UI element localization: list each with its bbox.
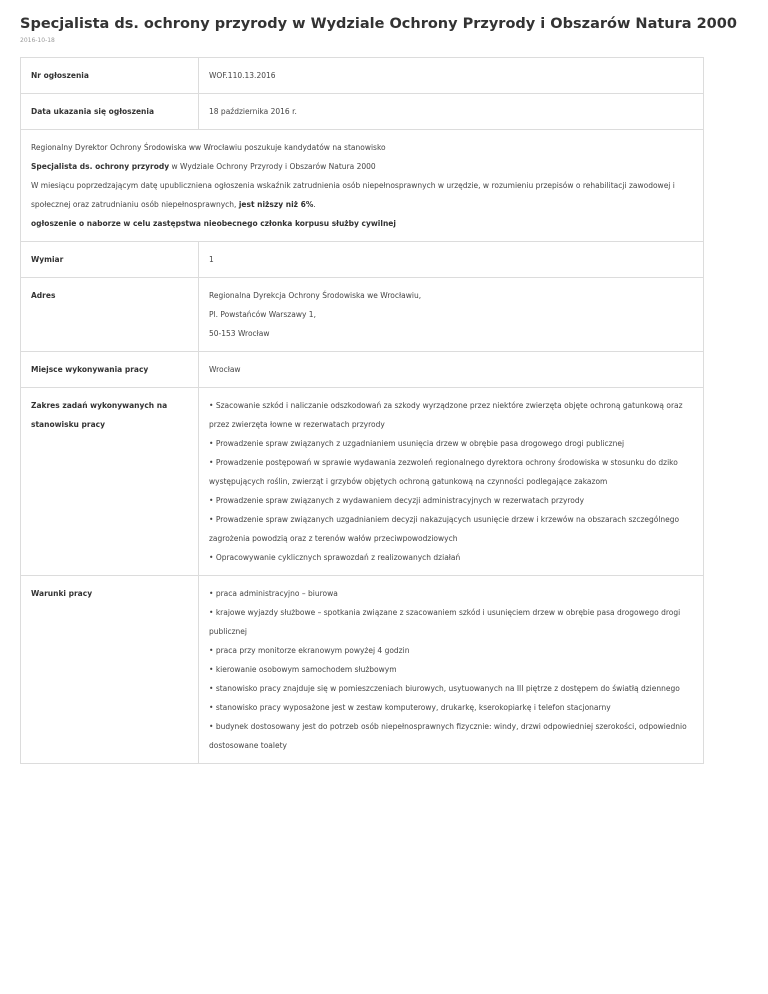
intro-line: Regionalny Dyrektor Ochrony Środowiska ww Wrocławiu poszukuje kandydatów na stanowisko — [31, 143, 386, 152]
zakres-list — [199, 388, 704, 576]
list-item: • Opracowywanie cyklicznych sprawozdań z realizowanych działań — [209, 548, 693, 567]
list-item: • budynek dostosowany jest do potrzeb osób niepełnosprawnych fizycznie: windy, drzwi odpowiedniej szerokości, odpowiednio dostosowane toalety — [209, 717, 693, 755]
table-row — [21, 352, 704, 388]
nr-value: WOF.110.13.2016 — [199, 58, 704, 94]
table-row — [21, 130, 704, 242]
table-row — [21, 58, 704, 94]
position-name: Specjalista ds. ochrony przyrody — [31, 162, 170, 171]
announcement-table — [20, 57, 704, 764]
list-item: • kierowanie osobowym samochodem służbowym — [209, 660, 693, 679]
miejsce-label: Miejsce wykonywania pracy — [21, 352, 199, 388]
miejsce-value: Wrocław — [199, 352, 704, 388]
intro-cell — [21, 130, 704, 242]
page-title: Specjalista ds. ochrony przyrody w Wydziale Ochrony Przyrody i Obszarów Natura 2000 — [20, 16, 737, 32]
intro-notice — [31, 214, 693, 233]
list-item: • Prowadzenie spraw związanych z uzgadnianiem usunięcia drzew w obrębie pasa drogowego drogi publicznej — [209, 434, 693, 453]
list-item: • Prowadzenie postępowań w sprawie wydawania zezwoleń regionalnego dyrektora ochrony środowiska w stosunku do dziko występujących roślin, zwierząt i grzybów objętych ochroną gatunkową na czynności podlegające zakazom — [209, 453, 693, 491]
wymiar-value: 1 — [199, 242, 704, 278]
list-item: • praca przy monitorze ekranowym powyżej 4 godzin — [209, 641, 693, 660]
date-value: 18 października 2016 r. — [199, 94, 704, 130]
table-row — [21, 388, 704, 576]
warunki-list — [199, 576, 704, 764]
adres-value — [199, 278, 704, 352]
position-department: w Wydziale Ochrony Przyrody i Obszarów Natura 2000 — [169, 162, 376, 171]
warunki-label: Warunki pracy — [21, 576, 199, 764]
zakres-label: Zakres zadań wykonywanych na stanowisku pracy — [21, 388, 199, 576]
adres-line: Pl. Powstańców Warszawy 1, — [209, 310, 316, 319]
table-row — [21, 242, 704, 278]
table-row — [21, 576, 704, 764]
intro-indicator — [31, 176, 693, 214]
nr-label: Nr ogłoszenia — [21, 58, 199, 94]
wymiar-label: Wymiar — [21, 242, 199, 278]
list-item: • krajowe wyjazdy służbowe – spotkania związane z szacowaniem szkód i usunięciem drzew w obrębie pasa drogowego drogi publicznej — [209, 603, 693, 641]
adres-line: 50-153 Wrocław — [209, 329, 270, 338]
list-item: • Prowadzenie spraw związanych z wydawaniem decyzji administracyjnych w rezerwatach przyrody — [209, 491, 693, 510]
list-item: • Prowadzenie spraw związanych uzgadnianiem decyzji nakazujących usunięcie drzew i krzewów na obszarach szczególnego zagrożenia powodzią oraz z terenów wałów przeciwpowodziowych — [209, 510, 693, 548]
indicator-value: jest niższy niż 6% — [238, 200, 314, 209]
adres-line: Regionalna Dyrekcja Ochrony Środowiska we Wrocławiu, — [209, 291, 422, 300]
table-row — [21, 278, 704, 352]
list-item: • praca administracyjno – biurowa — [209, 584, 693, 603]
list-item: • stanowisko pracy znajduje się w pomieszczeniach biurowych, usytuowanych na III piętrze z dostępem do światłą dziennego — [209, 679, 693, 698]
publish-date: 2016-10-18 — [20, 37, 55, 44]
indicator-end: . — [313, 200, 316, 209]
list-item: • Szacowanie szkód i naliczanie odszkodowań za szkody wyrządzone przez niektóre zwierzęta objęte ochroną gatunkową oraz przez zwierzęta łowne w rezerwatach przyrody — [209, 396, 693, 434]
indicator-text: W miesiącu poprzedzającym datę upubliczniena ogłoszenia wskaźnik zatrudnienia osób niepełnosprawnych w urzędzie, w rozumieniu przepisów o rehabilitacji zawodowej i społecznej oraz zatrudnianiu osób niepełnosprawnych, — [31, 181, 675, 209]
date-label: Data ukazania się ogłoszenia — [21, 94, 199, 130]
table-row — [21, 94, 704, 130]
list-item: • stanowisko pracy wyposażone jest w zestaw komputerowy, drukarkę, kserokopiarkę i telefon stacjonarny — [209, 698, 693, 717]
notice-text: ogłoszenie o naborze w celu zastępstwa nieobecnego członka korpusu służby cywilnej — [31, 219, 396, 228]
adres-label: Adres — [21, 278, 199, 352]
intro-position — [31, 157, 693, 176]
